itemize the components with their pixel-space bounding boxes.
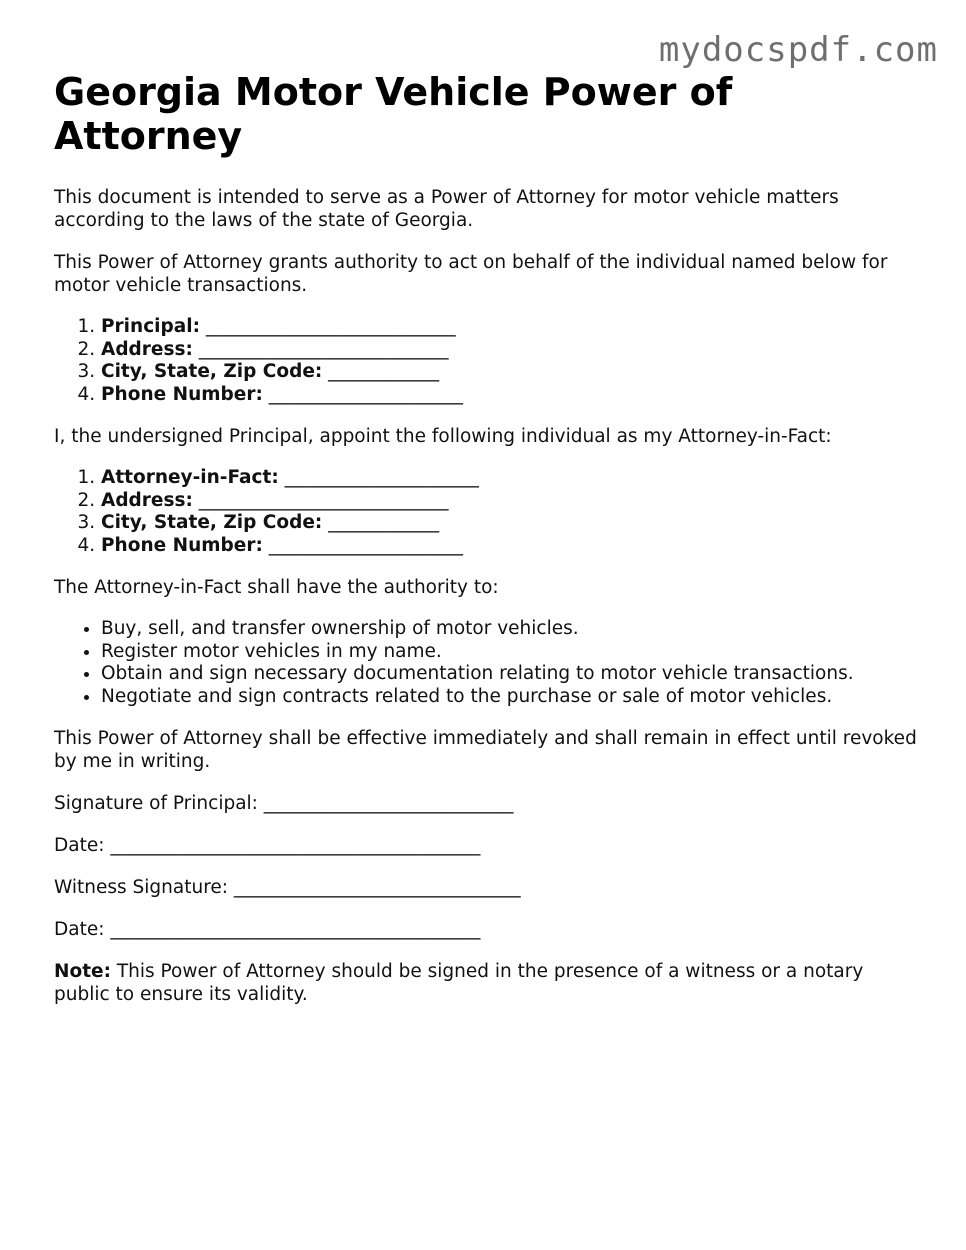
field-label: Address: bbox=[101, 338, 193, 360]
principal-signature-line: Signature of Principal: ___________________________ bbox=[54, 793, 514, 814]
field-label: City, State, Zip Code: bbox=[101, 361, 323, 382]
principal-city-field bbox=[101, 361, 924, 384]
document-page bbox=[54, 70, 924, 1025]
principal-date-line: Date: ________________________________________ bbox=[54, 835, 481, 856]
note-label: Note: bbox=[54, 961, 111, 982]
field-label: Phone Number: bbox=[101, 534, 263, 556]
field-label: Principal: bbox=[101, 316, 200, 337]
authority-intro: The Attorney-in-Fact shall have the authority to: bbox=[54, 577, 499, 598]
field-label: Address: bbox=[101, 489, 193, 511]
field-blank: ___________________________ bbox=[198, 338, 449, 360]
witness-date-line: Date: ________________________________________ bbox=[54, 919, 481, 940]
authority-item: • Register motor vehicles in my name. bbox=[101, 641, 924, 664]
authority-item: • Buy, sell, and transfer ownership of motor vehicles. bbox=[101, 618, 924, 641]
field-blank: ____________ bbox=[328, 512, 440, 533]
intro-paragraph: This document is intended to serve as a Power of Attorney for motor vehicle matters according to the laws of the state of Georgia. bbox=[54, 187, 839, 231]
note-paragraph bbox=[54, 960, 924, 1006]
field-blank: ___________________________ bbox=[198, 489, 449, 511]
attorney-address-field bbox=[101, 490, 924, 513]
note-text: This Power of Attorney should be signed in the presence of a witness or a notary public to ensure its validity. bbox=[54, 961, 864, 1005]
field-blank: ____________ bbox=[328, 361, 440, 382]
principal-address-field bbox=[101, 339, 924, 362]
principal-fields-list bbox=[54, 316, 924, 406]
field-label: Attorney-in-Fact: bbox=[101, 467, 279, 488]
attorney-phone-field bbox=[101, 535, 924, 558]
attorney-field bbox=[101, 467, 924, 490]
field-blank: _____________________ bbox=[268, 534, 463, 556]
principal-field bbox=[101, 316, 924, 339]
field-blank: _____________________ bbox=[268, 383, 463, 405]
field-label: Phone Number: bbox=[101, 383, 263, 405]
authority-list bbox=[54, 618, 924, 708]
attorney-fields-list bbox=[54, 467, 924, 557]
witness-signature-line: Witness Signature: _______________________________ bbox=[54, 877, 521, 898]
effective-paragraph: This Power of Attorney shall be effective immediately and shall remain in effect until revoked by me in writing. bbox=[54, 728, 917, 772]
field-label: City, State, Zip Code: bbox=[101, 512, 323, 533]
authority-item: • Negotiate and sign contracts related to the purchase or sale of motor vehicles. bbox=[101, 686, 924, 709]
principal-phone-field bbox=[101, 384, 924, 407]
document-title: Georgia Motor Vehicle Power of Attorney bbox=[54, 70, 733, 158]
appoint-paragraph: I, the undersigned Principal, appoint the following individual as my Attorney-in-Fact: bbox=[54, 426, 832, 447]
watermark: mydocspdf.com bbox=[658, 30, 938, 70]
field-blank: ___________________________ bbox=[205, 316, 456, 337]
grant-paragraph: This Power of Attorney grants authority to act on behalf of the individual named below for motor vehicle transactions. bbox=[54, 252, 888, 296]
attorney-city-field bbox=[101, 512, 924, 535]
field-blank: _____________________ bbox=[284, 467, 479, 488]
authority-item: • Obtain and sign necessary documentation relating to motor vehicle transactions. bbox=[101, 663, 924, 686]
